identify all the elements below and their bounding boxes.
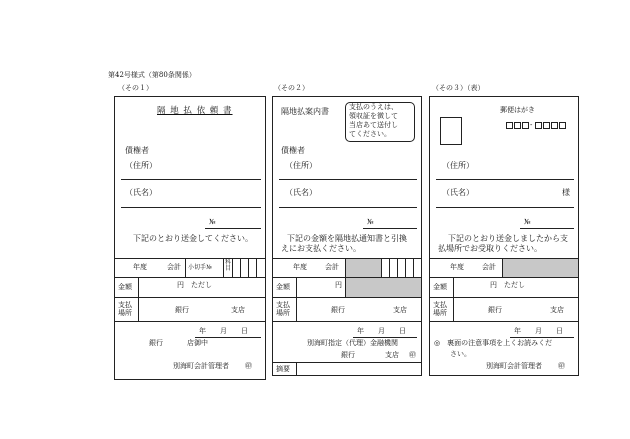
zip-box-7 (559, 122, 566, 129)
card2-note-line3: 当店あて送付し (349, 121, 398, 129)
card1-manager-label: 別海町会計管理者 (173, 362, 229, 370)
card2-date: 年 月 日 (357, 327, 406, 335)
card1-amount-label: 金額 (118, 283, 132, 291)
card2-note-line4: てください。 (349, 130, 391, 138)
card2-pay-place-label: 支払場所 (276, 301, 290, 317)
card1-title: 隔 地 払 依 頼 書 (157, 106, 233, 116)
card2-title: 隔地払案内書 (281, 107, 329, 116)
card1-branch-label: 支店 (231, 306, 245, 314)
card1-remit-text: 下記のとおり送金してください。 (133, 234, 253, 243)
card2-label: （その２） (274, 84, 309, 92)
card2-note-line2: 領収証を徴して (349, 112, 398, 120)
card3-account-label: 会計 (482, 263, 496, 271)
card3-pay-place-label: 支払場所 (433, 301, 447, 317)
card3-notice-line2: さい。 (450, 350, 471, 358)
card3-address-label: （住所） (442, 161, 474, 170)
card3-title: 郵便はがき (500, 106, 535, 114)
card2-creditor-label: 債権者 (281, 146, 305, 155)
card2-note-line1: 支払のうえは、 (349, 103, 398, 111)
card1-address-label: （住所） (125, 161, 157, 170)
card1-creditor-label: 債権者 (125, 146, 149, 155)
form-number: 第42号様式（第80条関係） (108, 71, 196, 79)
card2-account-label: 会計 (325, 263, 339, 271)
card2-branch2-label: 支店 (385, 351, 399, 359)
card2-year-label: 年度 (293, 263, 307, 271)
zip-box-3 (522, 122, 529, 129)
card2-name-label: （氏名） (285, 188, 317, 197)
card1-remittance-request (114, 96, 266, 380)
card2-bank2-label: 銀行 (341, 351, 355, 359)
card1-bank2-label: 銀行 (149, 339, 163, 347)
card3-name-label: （氏名） (442, 188, 474, 197)
card1-date: 年 月 日 (199, 327, 248, 335)
zip-box-5 (543, 122, 550, 129)
card1-seal: ㊞ (245, 362, 252, 370)
card3-bank-label: 銀行 (488, 306, 502, 314)
card3-tadashi-label: ただし (504, 281, 525, 289)
card1-yen-label: 円 (177, 281, 184, 289)
card2-text-line2: えにお支払ください。 (281, 244, 361, 253)
card1-account-label: 会計 (167, 263, 181, 271)
card1-bank-label: 銀行 (175, 306, 189, 314)
card3-postcard (429, 96, 579, 376)
card2-bank-label: 銀行 (331, 306, 345, 314)
card3-date: 年 月 日 (514, 327, 563, 335)
card1-check-no-label: 小切手№ (188, 264, 212, 271)
card2-summary-label: 摘要 (276, 365, 290, 373)
card1-name-label: （氏名） (125, 188, 157, 197)
card3-year-label: 年度 (450, 263, 464, 271)
zip-box-1 (506, 122, 513, 129)
card1-to-store-label: 店御中 (187, 339, 208, 347)
card1-year-label: 年度 (133, 263, 147, 271)
zip-box-6 (551, 122, 558, 129)
card1-cancel-label: 科目 (225, 259, 232, 272)
card3-amount-label: 金額 (433, 283, 447, 291)
zip-box-2 (514, 122, 521, 129)
card1-label: （その１） (118, 84, 153, 92)
card3-notice-line1: ◎ 裏面の注意事項を上くお読みくだ (434, 339, 553, 347)
card2-amount-label: 金額 (276, 283, 290, 291)
zip-separator: - (530, 121, 533, 129)
card3-stamp-box (440, 117, 462, 145)
card2-address-label: （住所） (285, 161, 317, 170)
card3-seal: ㊞ (558, 362, 565, 370)
zip-box-4 (535, 122, 542, 129)
card3-label: （その３）（表） (432, 84, 485, 92)
card1-pay-place-label: 支払場所 (118, 301, 132, 317)
card2-seal: ㊞ (409, 351, 416, 359)
card3-number-label: № (524, 218, 531, 226)
card3-sama-label: 様 (562, 188, 570, 197)
card3-yen-label: 円 (490, 281, 497, 289)
card1-number-label: № (209, 218, 216, 226)
card2-yen-label: 円 (335, 281, 342, 289)
card3-text-line1: 下記のとおり送金しましたから支 (448, 234, 568, 243)
card2-designated-label: 別海町指定（代理）金融機関 (307, 339, 398, 347)
card2-branch-label: 支店 (393, 306, 407, 314)
card2-number-label: № (367, 218, 374, 226)
card3-manager-label: 別海町会計管理者 (486, 362, 542, 370)
card2-text-line1: 下記の金額を隔地払通知書と引換 (287, 234, 407, 243)
card3-branch-label: 支店 (550, 306, 564, 314)
card1-tadashi-label: ただし (191, 281, 212, 289)
card2-remittance-guide (272, 96, 422, 376)
card3-text-line2: 払場所でお受取りください。 (438, 244, 542, 253)
